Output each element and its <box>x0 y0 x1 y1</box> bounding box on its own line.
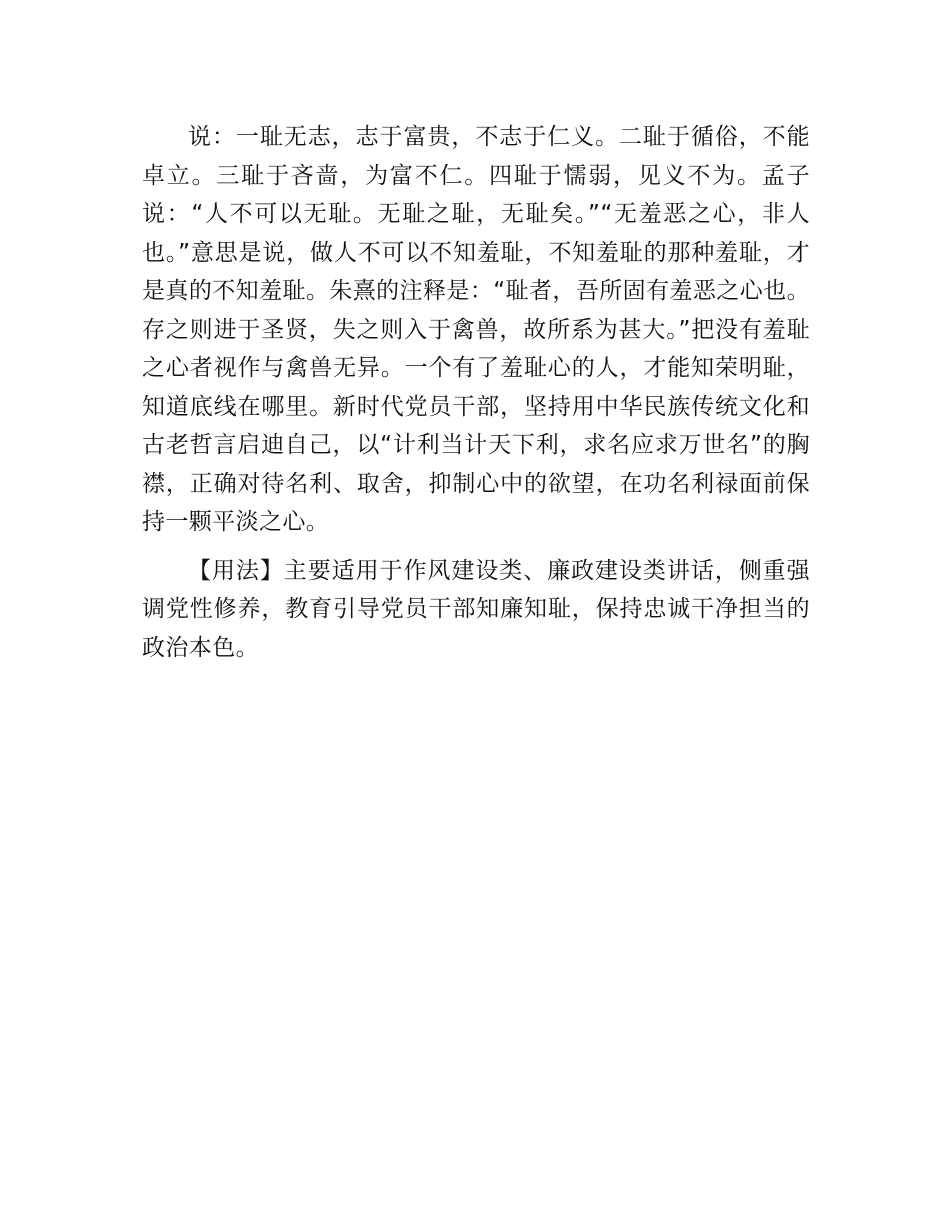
document-body <box>142 118 810 667</box>
usage-paragraph: 【用法】主要适用于作风建设类、廉政建设类讲话，侧重强调党性修养，教育引导党员干部知廉知耻，保持忠诚干净担当的政治本色。 <box>142 557 810 661</box>
body-paragraph: 说：一耻无志，志于富贵，不志于仁义。二耻于循俗，不能卓立。三耻于吝啬，为富不仁。四耻于懦弱，见义不为。孟子说：“人不可以无耻。无耻之耻，无耻矣。”“无羞恶之心，非人也。”意思是说，做人不可以不知羞耻，不知羞耻的那种羞耻，才是真的不知羞耻。朱熹的注释是：“耻者，吾所固有羞恶之心也。存之则进于圣贤，失之则入于禽兽，故所系为甚大。”把没有羞耻之心者视作与禽兽无异。一个有了羞耻心的人，才能知荣明耻，知道底线在哪里。新时代党员干部，坚持用中华民族传统文化和古老哲言启迪自己，以“计利当计天下利，求名应求万世名”的胸襟，正确对待名利、取舍，抑制心中的欲望，在功名利禄面前保持一颗平淡之心。 <box>142 124 810 535</box>
